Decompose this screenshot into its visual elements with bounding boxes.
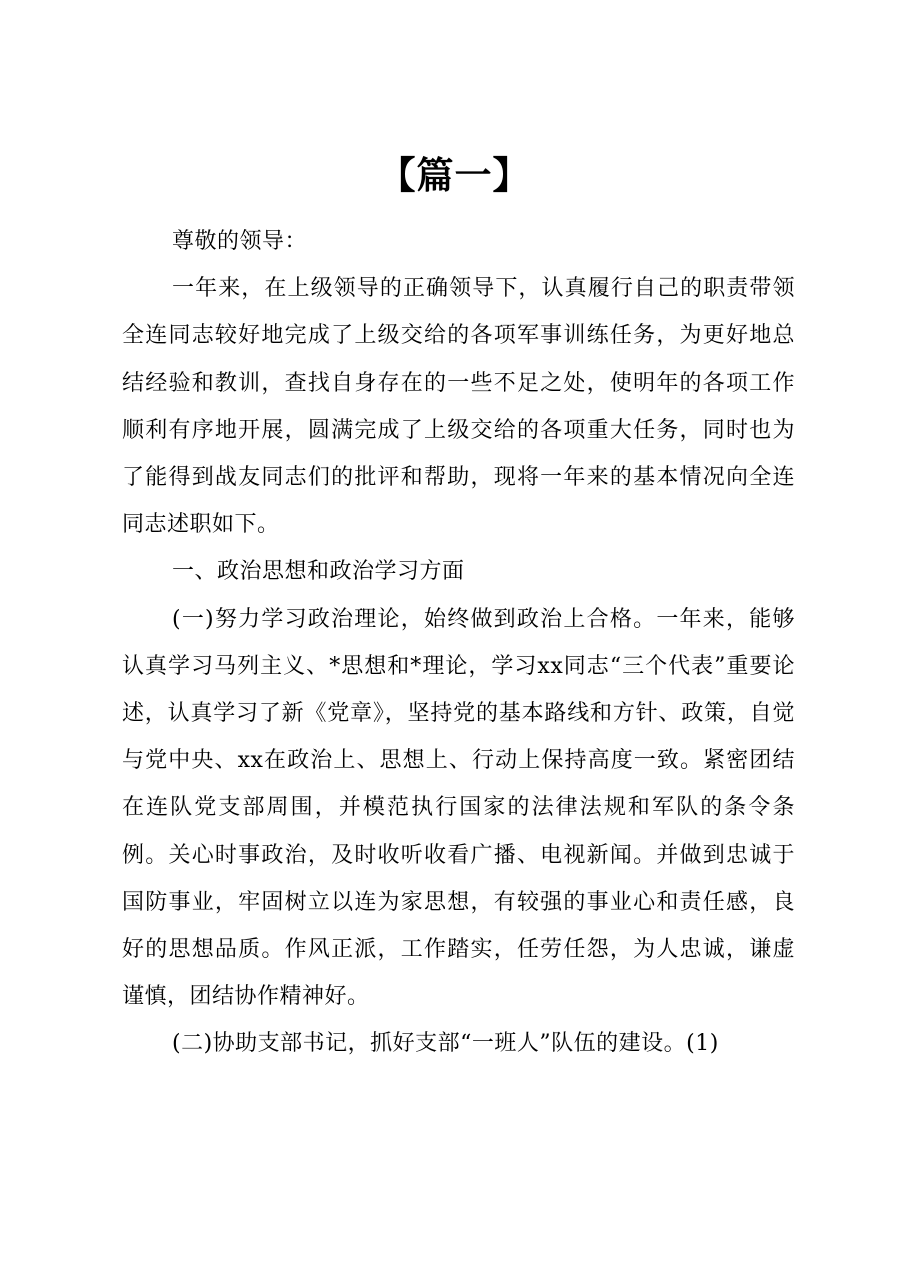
salutation: 尊敬的领导： bbox=[172, 229, 308, 254]
document-body bbox=[122, 218, 795, 1068]
branch-building-paragraph: (二)协助支部书记，抓好支部“一班人”队伍的建设。(1) bbox=[172, 1031, 719, 1057]
section-heading: 一、政治思想和政治学习方面 bbox=[172, 559, 465, 585]
intro-paragraph: 一年来，在上级领导的正确领导下，认真履行自己的职责带领全连同志较好地完成了上级交给的各项军事训练任务，为更好地总结经验和教训，查找自身存在的一些不足之处，使明年的各项工作顺利有序地开展，圆满完成了上级交给的各项重大任务，同时也为了能得到战友同志们的批评和帮助，现将一年来的基本情况向全连同志述职如下。 bbox=[122, 276, 795, 538]
document-title: 【篇一】 bbox=[378, 154, 531, 197]
political-study-paragraph: (一)努力学习政治理论，始终做到政治上合格。一年来，能够认真学习马列主义、*思想和*理论，学习xx同志“三个代表”重要论述，认真学习了新《党章》，坚持党的基本路线和方针、政策，自觉与党中央、xx在政治上、思想上、行动上保持高度一致。紧密团结在连队党支部周围，并模范执行国家的法律法规和军队的条令条例。关心时事政治，及时收听收看广播、电视新闻。并做到忠诚于国防事业，牢固树立以连为家思想，有较强的事业心和责任感，良好的思想品质。作风正派，工作踏实，任劳任怨，为人忠诚，谦虚谨慎，团结协作精神好。 bbox=[122, 606, 795, 1010]
